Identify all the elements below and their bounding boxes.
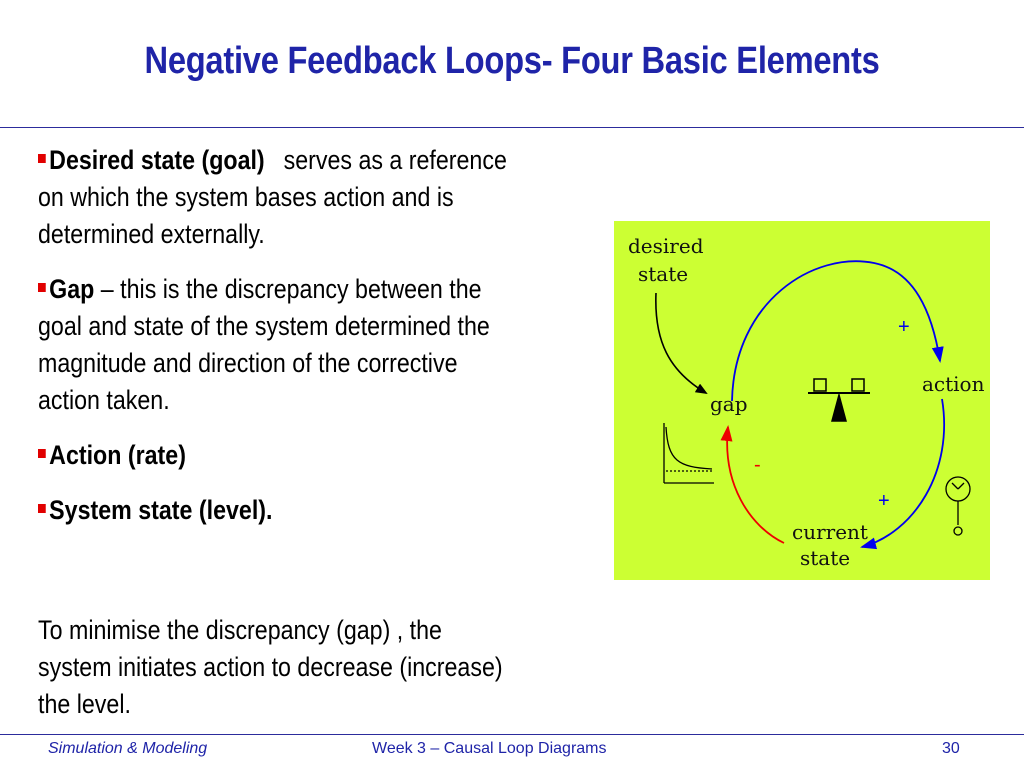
bullet-square-icon <box>38 449 46 458</box>
bullet-term: Desired state (goal) <box>49 145 265 175</box>
slide-title: Negative Feedback Loops- Four Basic Elements <box>144 40 880 82</box>
label-current-state: state <box>800 546 851 570</box>
bullet-square-icon <box>38 283 46 292</box>
bullet-square-icon <box>38 504 46 513</box>
label-gap: gap <box>710 392 748 416</box>
label-current: current <box>792 520 868 544</box>
bullet-square-icon <box>38 154 46 163</box>
bullet-term: System state (level). <box>49 495 273 525</box>
polarity-plus-bottom: + <box>878 490 890 512</box>
bullet-text: serves as a reference on which the system bases action and is determined externally. <box>38 145 507 249</box>
bullet-term: Gap <box>49 274 95 304</box>
footer-page-number: 30 <box>942 740 960 757</box>
label-desired: desired <box>628 234 704 258</box>
bullet-desired-state <box>38 142 515 253</box>
bullet-list <box>38 142 515 547</box>
bullet-system-state <box>38 492 515 529</box>
polarity-minus: - <box>754 454 761 476</box>
footer-course-name: Simulation & Modeling <box>48 740 208 757</box>
footer-divider <box>0 734 1024 735</box>
polarity-plus-top: + <box>898 316 910 338</box>
label-action: action <box>922 372 985 396</box>
label-desired-state: state <box>638 262 689 286</box>
bullet-text: – this is the discrepancy between the goal and state of the system determined the magnitude and direction of the corrective action taken. <box>38 274 490 415</box>
footer-week-topic: Week 3 – Causal Loop Diagrams <box>372 740 607 757</box>
title-divider <box>0 127 1024 128</box>
bullet-gap <box>38 271 515 419</box>
feedback-loop-diagram <box>614 221 990 580</box>
bullet-term: Action (rate) <box>49 440 186 470</box>
closing-paragraph: To minimise the discrepancy (gap) , the system initiates action to decrease (increase) the level. <box>38 615 503 719</box>
bullet-action <box>38 437 515 474</box>
